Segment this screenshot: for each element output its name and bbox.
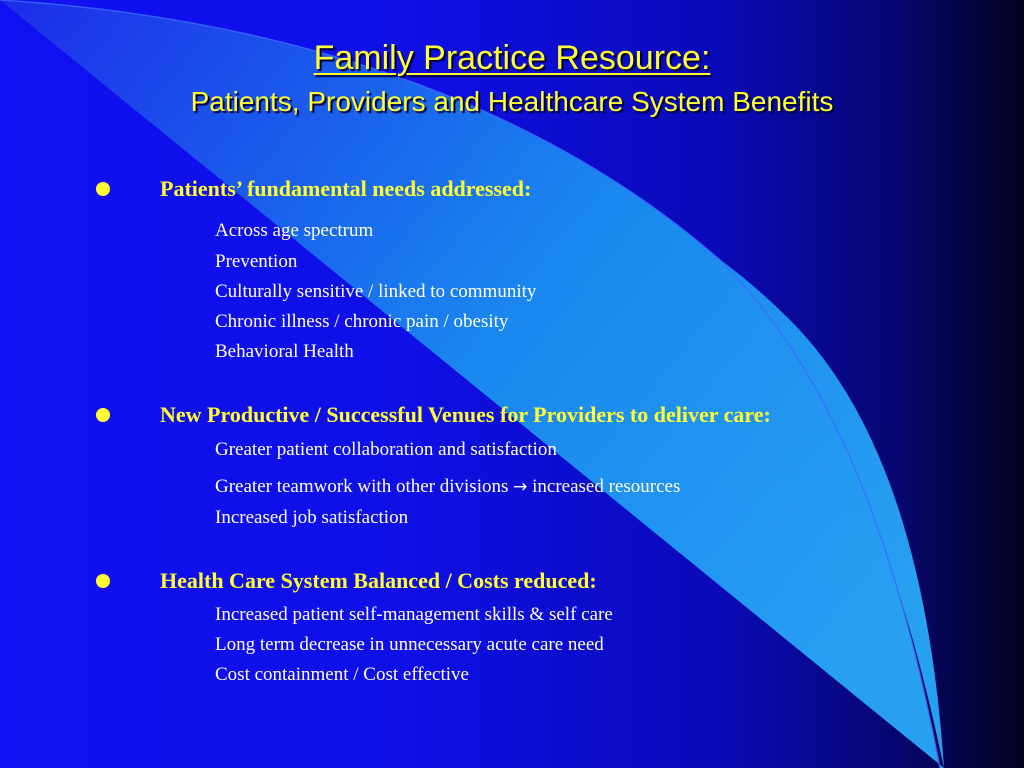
list-item: Chronic illness / chronic pain / obesity [215,311,509,332]
right-arrow-icon: → [513,477,528,497]
section-heading-providers [96,402,771,428]
slide-title: Family Practice Resource: [313,39,711,77]
bullet-icon [96,574,110,588]
section-heading-patients [96,176,531,202]
list-item: Increased job satisfaction [215,507,409,528]
bullet-icon [96,408,110,422]
bullet-icon [96,182,110,196]
list-item: Cost containment / Cost effective [215,664,469,685]
list-item-text: Greater teamwork with other divisions [215,476,509,497]
section-heading-text: Patients’ fundamental needs addressed: [160,176,532,201]
section-heading-text: Health Care System Balanced / Costs reduced: [160,568,597,593]
list-item: Behavioral Health [215,341,354,362]
section-heading-text: New Productive / Successful Venues for Providers to deliver care: [160,402,771,427]
list-item: Long term decrease in unnecessary acute care need [215,634,604,655]
list-item: Culturally sensitive / linked to community [215,281,537,302]
list-item: Across age spectrum [215,220,374,241]
list-item: Prevention [215,251,298,272]
list-item: Greater patient collaboration and satisfaction [215,439,557,460]
list-item: Increased patient self-management skills & self care [215,604,613,625]
list-item-teamwork [215,476,680,498]
section-heading-system [96,568,597,594]
title-block [0,38,1024,120]
slide-subtitle: Patients, Providers and Healthcare System Benefits [190,86,834,117]
list-item-text: increased resources [532,476,681,497]
